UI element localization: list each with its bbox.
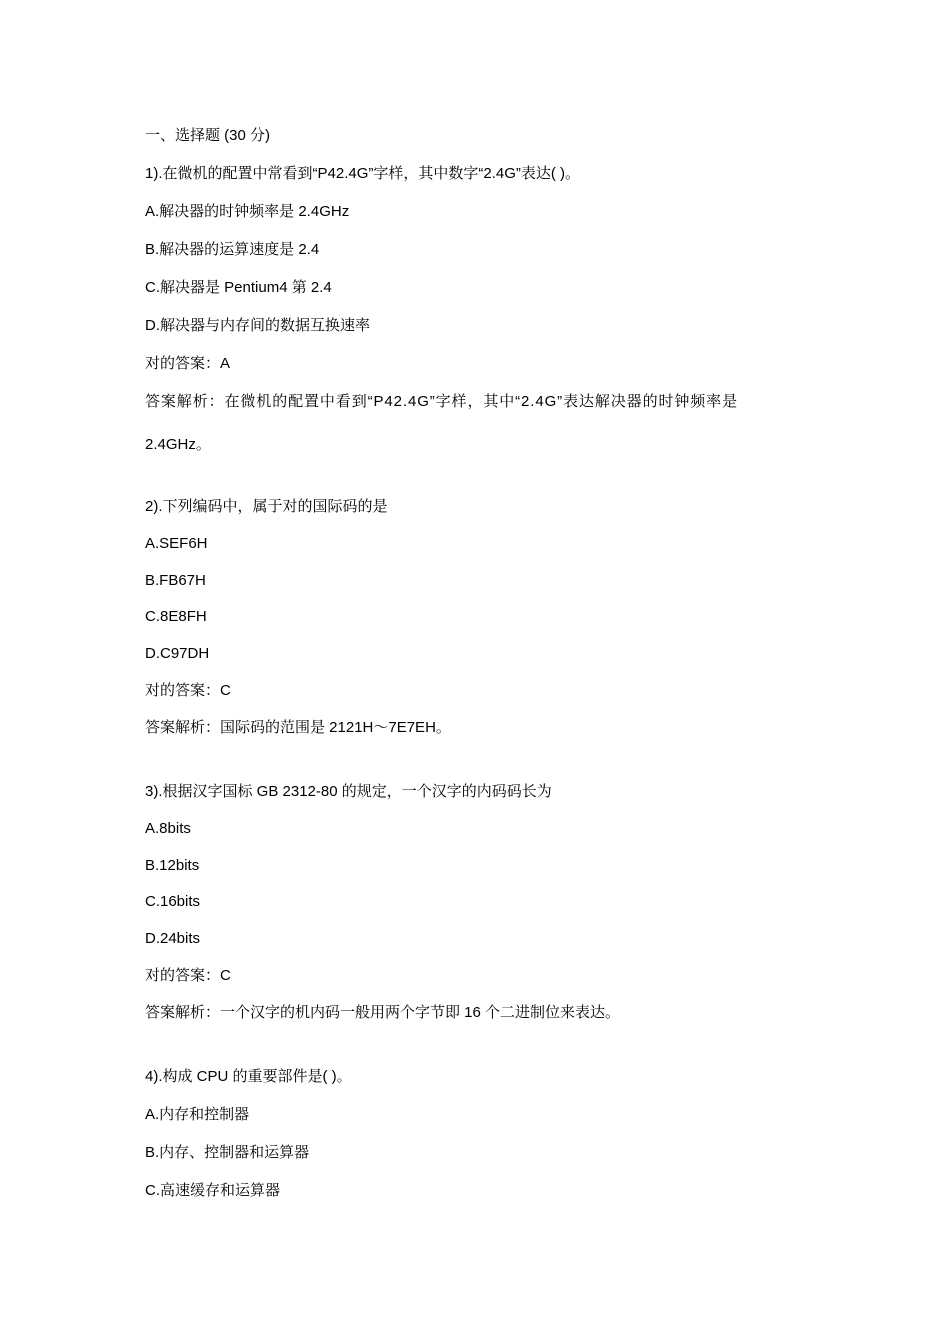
question-stem: 1).在微机的配置中常看到“P42.4G”字样，其中数字“2.4G”表达( )。	[145, 165, 581, 182]
option-b: B.FB67H	[145, 572, 206, 589]
question-stem: 4).构成 CPU 的重要部件是( )。	[145, 1068, 352, 1085]
option-c: C.16bits	[145, 893, 201, 910]
option-d: D.解决器与内存间的数据互换速率	[145, 317, 371, 334]
option-c: C.8E8FH	[145, 608, 207, 625]
option-c: C.解决器是 Pentium4 第 2.4	[145, 279, 332, 296]
answer-analysis: 答案解析：国际码的范围是 2121H～7E7EH。	[145, 719, 451, 736]
option-a: A.内存和控制器	[145, 1106, 250, 1123]
option-b: B.内存、控制器和运算器	[145, 1144, 310, 1161]
option-a: A.SEF6H	[145, 535, 208, 552]
answer-analysis: 答案解析：一个汉字的机内码一般用两个字节即 16 个二进制位来表达。	[145, 1004, 621, 1021]
answer-analysis: 答案解析：在微机的配置中看到“P42.4G”字样，其中“2.4G”表达解决器的时钟频率是	[145, 393, 738, 410]
option-c: C.高速缓存和运算器	[145, 1182, 281, 1199]
correct-answer: 对的答案：C	[145, 967, 231, 984]
option-a: A.8bits	[145, 820, 191, 837]
question-stem: 3).根据汉字国标 GB 2312-80 的规定，一个汉字的内码码长为	[145, 783, 552, 800]
option-a: A.解决器的时钟频率是 2.4GHz	[145, 203, 350, 220]
section-title: 一、选择题 (30 分)	[145, 127, 271, 144]
answer-analysis-continued: 2.4GHz。	[145, 436, 211, 453]
option-b: B.解决器的运算速度是 2.4	[145, 241, 320, 258]
correct-answer: 对的答案：C	[145, 682, 231, 699]
option-d: D.C97DH	[145, 645, 210, 662]
correct-answer: 对的答案：A	[145, 355, 231, 372]
option-d: D.24bits	[145, 930, 201, 947]
option-b: B.12bits	[145, 857, 200, 874]
question-stem: 2).下列编码中，属于对的国际码的是	[145, 498, 388, 515]
